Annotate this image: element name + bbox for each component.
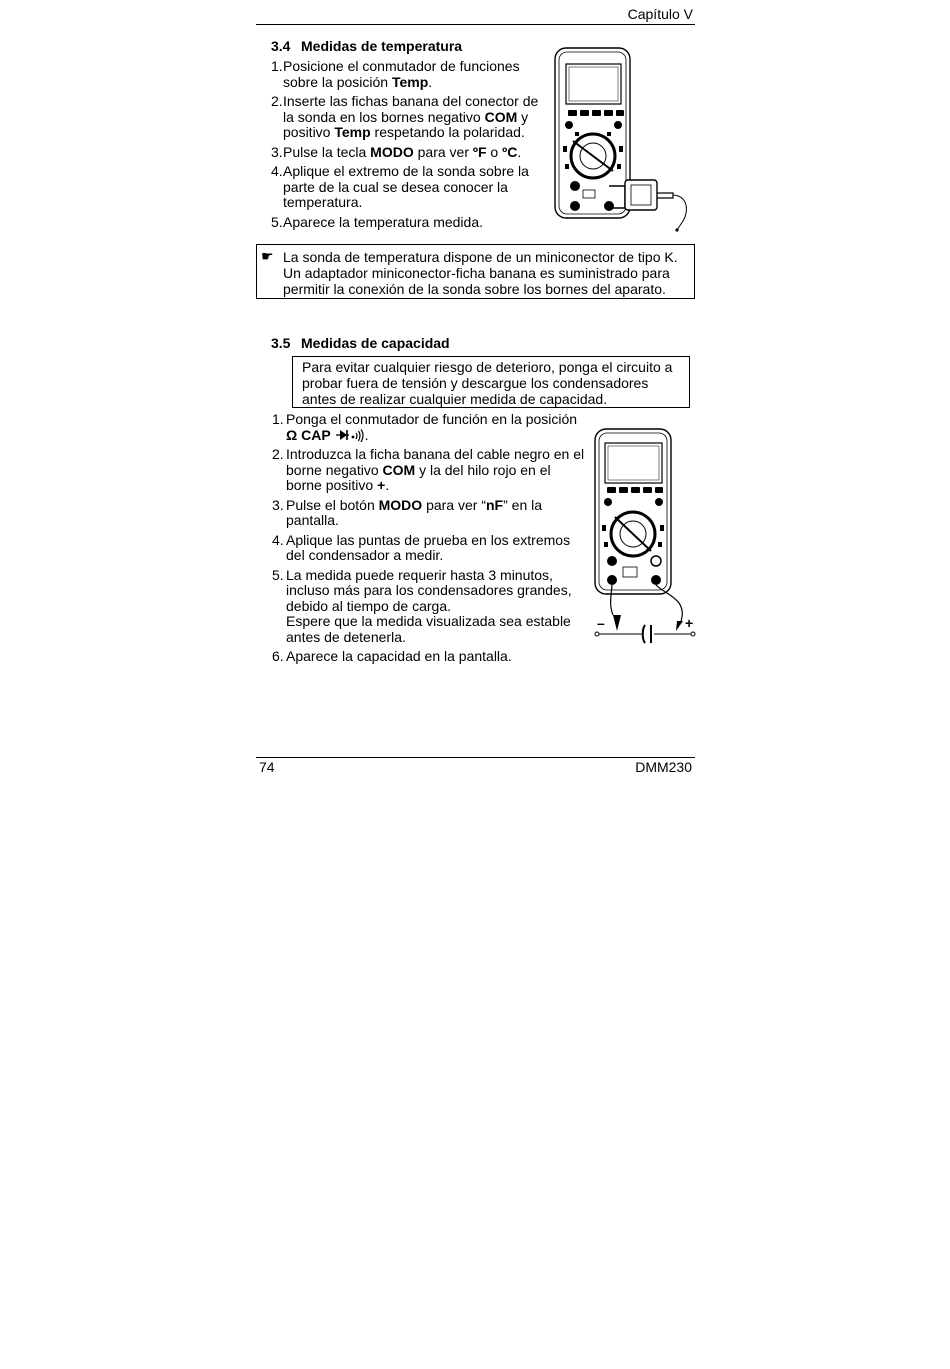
step-text: Temp [334, 124, 371, 140]
step-text: Ω CAP [286, 426, 331, 443]
step-text: para ver “ [422, 496, 486, 513]
header-rule [256, 24, 695, 25]
step-text: Aplique las puntas de prueba en los extremos del condensador a medir. [286, 531, 571, 563]
section-title: Medidas de temperatura [301, 38, 463, 54]
step-text: MODO [370, 143, 414, 160]
step-number: 1. [271, 58, 283, 74]
step-text: Introduzca la ficha banana del cable negro en el borne negativo [286, 446, 585, 478]
step-text: Aparece la capacidad en la pantalla. [286, 648, 512, 664]
step-text: COM [484, 108, 518, 125]
pointing-hand-icon: ☛ [261, 248, 274, 264]
step-text: . [364, 426, 369, 443]
step-number: 6. [272, 648, 284, 664]
capacitance-warning-text: Para evitar cualquier riesgo de deterioro, ponga el circuito a probar fuera de tensión y descargue los condensadores antes de realizar cualquier medida de capacidad. [302, 359, 673, 407]
step-text: + [377, 477, 386, 493]
step-text: La medida puede requerir hasta 3 minutos, incluso más para los condensadores grandes, debido al tiempo de carga. [286, 566, 572, 614]
step-number: 5. [271, 213, 283, 230]
step-number: 3. [271, 143, 283, 160]
probe-note-box [256, 244, 695, 299]
step-text: ” en la pantalla. [286, 496, 543, 528]
plus-label: + [685, 615, 694, 631]
minus-label: – [597, 615, 605, 631]
diode-continuity-icon [335, 428, 365, 442]
step-text: y la del hilo rojo en el borne positivo [286, 461, 551, 493]
section-title: Medidas de capacidad [301, 335, 450, 351]
multimeter-capacitor-figure [593, 427, 697, 649]
step-text: Ponga el conmutador de función en la posición [286, 411, 578, 427]
step-number: 2. [272, 446, 284, 462]
probe-note-text: La sonda de temperatura dispone de un miniconector de tipo K. Un adaptador miniconector-ficha banana es suministrado para permitir la conexión de la sonda sobre los bornes del aparato. [283, 249, 678, 297]
step-number: 4. [272, 531, 284, 548]
page-number: 74 [259, 759, 275, 775]
capacitance-step [272, 412, 588, 443]
section-number: 3.5 [271, 335, 291, 351]
step-text: Pulse la tecla [283, 143, 371, 160]
capacitance-step [272, 533, 588, 564]
temperature-step [271, 145, 541, 161]
step-text: ºC [502, 143, 518, 160]
section-heading-capacitance [271, 335, 450, 351]
step-text: . [428, 73, 433, 90]
temperature-step [271, 215, 541, 231]
step-text: Inserte las fichas banana del conector de la sonda en los bornes negativo [283, 93, 539, 125]
step-number: 5. [272, 566, 284, 583]
temperature-step [271, 164, 541, 211]
step-text: respetando la polaridad. [370, 124, 525, 140]
step-text: Aparece la temperatura medida. [283, 213, 483, 230]
section-heading-temperature [271, 38, 462, 54]
capacitance-steps-list [272, 412, 588, 669]
temperature-steps-list [271, 59, 541, 234]
step-text: . [517, 143, 522, 160]
capacitance-warning-box [292, 356, 690, 408]
multimeter-temperature-probe-figure [553, 46, 696, 233]
capacitance-step [272, 447, 588, 494]
step-text: COM [382, 461, 416, 478]
step-number: 3. [272, 496, 284, 513]
temperature-step [271, 94, 541, 141]
step-text: y positivo [283, 108, 529, 140]
step-text: nF [486, 496, 504, 513]
step-text: Posicione el conmutador de funciones sobre la posición [283, 58, 520, 90]
step-number: 1. [272, 411, 284, 427]
step-number: 4. [271, 163, 283, 179]
step-text: Pulse el botón [286, 496, 379, 513]
step-text: . [385, 477, 390, 493]
step-text: Espere que la medida visualizada sea estable antes de detenerla. [286, 613, 571, 645]
model-name: DMM230 [635, 759, 692, 775]
step-text: MODO [378, 496, 423, 513]
capacitance-step [272, 568, 588, 646]
chapter-header: Capítulo V [627, 6, 693, 22]
step-text: para ver [413, 143, 473, 160]
footer-rule [256, 757, 695, 758]
step-number: 2. [271, 93, 283, 109]
temperature-step [271, 59, 541, 90]
capacitance-step [272, 498, 588, 529]
capacitance-step [272, 649, 588, 665]
step-text: ºF [472, 143, 487, 160]
step-text: o [486, 143, 503, 160]
section-number: 3.4 [271, 38, 291, 54]
step-text: Aplique el extremo de la sonda sobre la parte de la cual se desea conocer la temperatura. [283, 163, 529, 210]
step-text: Temp [391, 73, 429, 90]
